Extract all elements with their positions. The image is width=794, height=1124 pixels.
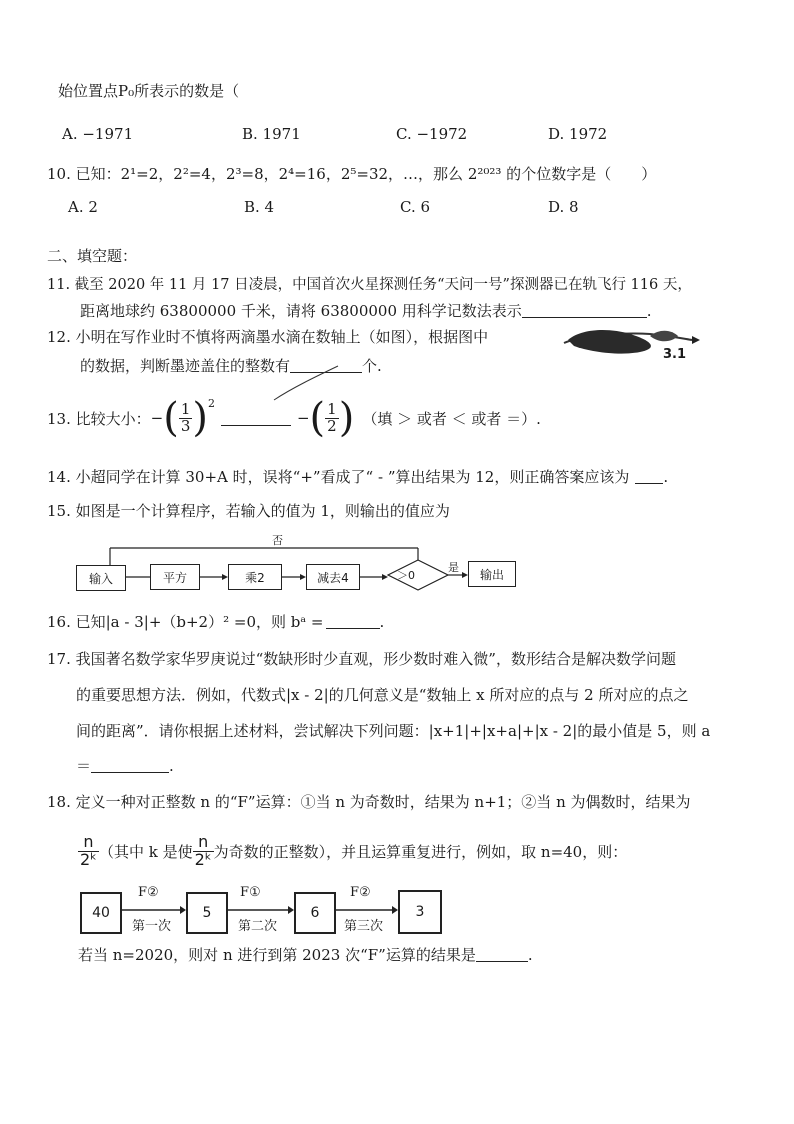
q11-line1: 11. 截至 2020 年 11 月 17 日凌晨，中国首次火星探测任务“天问一号”探测器已在轨飞行 116 天， (47, 277, 692, 293)
q18-chain-box-2: 5 (186, 892, 228, 934)
q13-frac1-den: 3 (180, 416, 191, 435)
q13-paren-close-2: ) (338, 395, 355, 441)
q13-minus-1: − (150, 409, 164, 427)
q17-line1: 17. 我国著名数学家华罗庚说过“数缺形时少直观，形少数时难入微”，数形结合是解决数学问题 (47, 650, 676, 668)
q13-paren-open-1: ( (163, 395, 179, 441)
q18-last-line: 若当 n=2020，则对 n 进行到第 2023 次“F”运算的结果是 . (78, 946, 533, 964)
q17-line3: 间的距离”．请你根据上述材料，尝试解决下列问题：|x+1|+|x+a|+|x - 2|的最小值是 5，则 a (76, 722, 711, 740)
q18-frac1-num: n (78, 834, 99, 852)
q18-step-3: 第三次 (344, 919, 384, 934)
q18-last-text: 若当 n=2020，则对 n 进行到第 2023 次“F”运算的结果是 (78, 946, 476, 964)
q10-option-d: D. 8 (548, 198, 579, 216)
q13-answer-blank[interactable] (221, 411, 291, 426)
q16-line: 16. 已知|a - 3|+（b+2）² =0，则 bᵃ = . (47, 613, 385, 631)
q13-frac1-num: 1 (180, 399, 191, 418)
q12-axis-label: 3.1 (663, 347, 687, 362)
q18-chain-box-3: 6 (294, 892, 336, 934)
q9-stem: 始位置点P₀所表示的数是（ (58, 82, 240, 100)
q17-line4: ＝ . (76, 757, 174, 775)
q14-text: 14. 小超同学在计算 30+A 时，误将“+”看成了“ - ”算出结果为 12，则正确答案应该为 (47, 468, 630, 486)
q15-box-output: 输出 (468, 561, 516, 587)
q11-line2: 距离地球约 63800000 千米，请将 63800000 用科学记数法表示 . (80, 302, 652, 320)
q18-mid-text: （其中 k 是使 (99, 842, 193, 861)
q13-paren-open-2: ( (309, 395, 326, 441)
q18-answer-blank[interactable] (476, 947, 528, 962)
q18-op-2: F① (240, 885, 261, 900)
q15-flowchart-lines (70, 530, 530, 600)
q10-option-c: C. 6 (400, 198, 431, 216)
q18-line1: 18. 定义一种对正整数 n 的“F”运算：①当 n 为奇数时，结果为 n+1；②当 n 为偶数时，结果为 (47, 793, 691, 811)
q17-line2: 的重要思想方法．例如，代数式|x - 2|的几何意义是“数轴上 x 所对应的点与 2 所对应的点之 (76, 686, 689, 704)
q18-fraction-1 (78, 831, 99, 869)
q15-text: 15. 如图是一个计算程序，若输入的值为 1，则输出的值应为 (47, 502, 450, 520)
q9-option-d: D. 1972 (548, 125, 608, 143)
q13-prefix: 13. 比较大小： (47, 409, 151, 428)
q15-box-times2: 乘2 (228, 564, 282, 590)
q13-frac2-num: 1 (327, 399, 337, 418)
q12-line1: 12. 小明在写作业时不慎将两滴墨水滴在数轴上（如图），根据图中 (47, 328, 489, 346)
q9-option-c: C. −1972 (396, 125, 468, 143)
q18-frac2-den: 2ᵏ (194, 849, 212, 869)
q15-box-square: 平方 (150, 564, 200, 590)
q13-suffix: （填 ＞ 或者 ＜ 或者 ＝）. (362, 409, 541, 428)
q15-box-input: 输入 (76, 565, 126, 591)
q10-stem (47, 163, 656, 184)
q18-op-3: F② (350, 885, 371, 900)
q10-powers: 2¹=2，2²=4，2³=8，2⁴=16，2⁵=32，…，那么 2²⁰²³ 的个位数字是（ ） (120, 165, 657, 183)
q9-option-a: A. −1971 (62, 125, 134, 143)
q16-text: 16. 已知|a - 3|+（b+2）² =0，则 bᵃ = (47, 613, 324, 631)
q17-equals: ＝ (76, 757, 92, 775)
q13-exponent: 2 (207, 397, 215, 410)
q18-op-1: F② (138, 885, 159, 900)
q16-answer-blank[interactable] (326, 614, 380, 629)
q15-no-label: 否 (272, 534, 283, 547)
q14-answer-blank[interactable] (635, 469, 663, 484)
q15-yes-label: 是 (448, 561, 459, 574)
q13-minus-2: − (296, 409, 310, 427)
q13-frac2-den: 2 (327, 416, 337, 435)
q15-box-minus4: 减去4 (306, 564, 360, 590)
q18-chain-box-1: 40 (80, 892, 122, 934)
q11-answer-blank[interactable] (522, 303, 647, 318)
q18-step-1: 第一次 (132, 919, 172, 934)
q18-chain-box-4: 3 (398, 890, 442, 934)
q13-fraction-1 (179, 399, 193, 435)
q10-prefix: 10. 已知： (47, 165, 121, 183)
q18-frac2-num: n (193, 834, 214, 852)
q18-step-2: 第二次 (238, 919, 278, 934)
q13-paren-close-1: ) (192, 395, 208, 441)
q12-text: 的数据，判断墨迹盖住的整数有 (80, 357, 291, 375)
q15-decision-label: ＞0 (397, 569, 415, 582)
q12-text-end: 个. (362, 357, 382, 375)
q10-option-b: B. 4 (244, 198, 275, 216)
q11-text: 距离地球约 63800000 千米，请将 63800000 用科学记数法表示 (80, 302, 522, 320)
q13-ink-stroke (272, 364, 342, 404)
q10-option-a: A. 2 (68, 198, 98, 216)
q18-line2 (78, 828, 627, 874)
section-title: 二、填空题： (47, 247, 138, 265)
q18-mid-text-2: 为奇数的正整数），并且运算重复进行，例如，取 n=40，则： (213, 842, 628, 861)
q13-fraction-2 (325, 399, 339, 435)
q14-line: 14. 小超同学在计算 30+A 时，误将“+”看成了“ - ”算出结果为 12，则正确答案应该为 . (47, 468, 669, 486)
q18-fraction-2 (193, 831, 214, 869)
q9-option-b: B. 1971 (242, 125, 301, 143)
q18-frac1-den: 2ᵏ (80, 849, 97, 869)
q17-answer-blank[interactable] (91, 758, 169, 773)
